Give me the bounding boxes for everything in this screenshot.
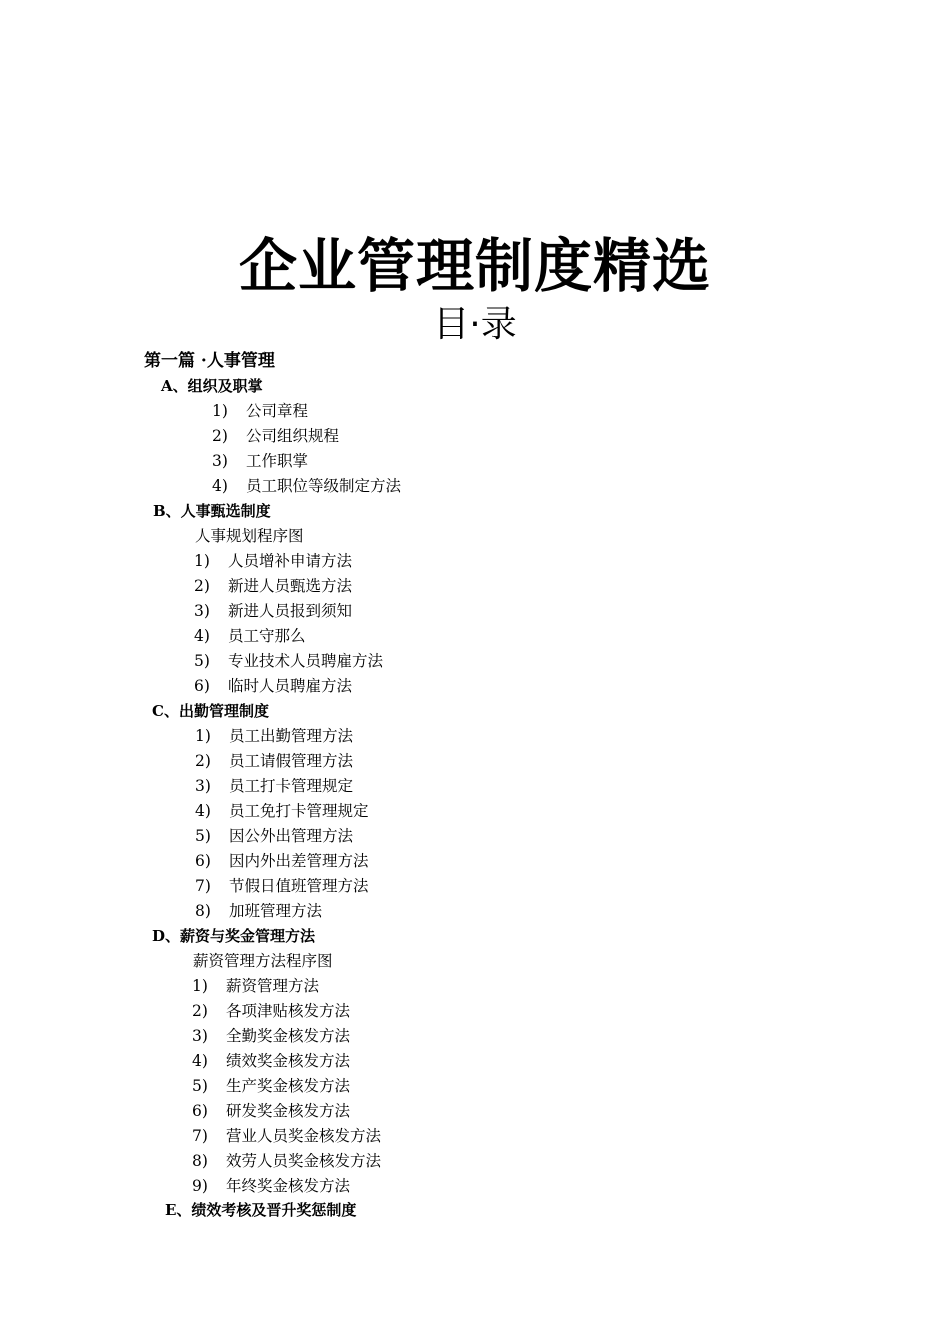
document-title: 企业管理制度精选	[238, 232, 711, 300]
toc-item: 4) 员工免打卡管理规定	[195, 802, 369, 820]
section-heading-b: B、人事甄选制度	[153, 502, 271, 520]
toc-item: 3) 工作职掌	[212, 452, 309, 470]
toc-item: 1) 公司章程	[212, 402, 309, 420]
toc-item: 3) 全勤奖金核发方法	[192, 1027, 351, 1045]
toc-item: 2) 员工请假管理方法	[195, 752, 354, 770]
toc-item: 5) 因公外出管理方法	[195, 827, 354, 845]
toc-item: 4) 员工职位等级制定方法	[212, 477, 402, 495]
toc-item: 6) 因内外出差管理方法	[195, 852, 369, 870]
toc-item: 5) 专业技术人员聘雇方法	[194, 652, 384, 670]
part-heading: 第一篇 ·人事管理	[144, 351, 275, 371]
toc-item: 7) 节假日值班管理方法	[195, 877, 369, 895]
section-heading-a: A、组织及职掌	[161, 377, 263, 395]
toc-item: 8) 效劳人员奖金核发方法	[192, 1152, 382, 1170]
toc-item: 8) 加班管理方法	[195, 902, 323, 920]
toc-item: 9) 年终奖金核发方法	[192, 1177, 351, 1195]
toc-heading: 目·录	[433, 304, 517, 345]
toc-item: 4) 绩效奖金核发方法	[192, 1052, 351, 1070]
toc-item: 3) 员工打卡管理规定	[195, 777, 354, 795]
toc-item: 2) 各项津贴核发方法	[192, 1002, 351, 1020]
section-note: 薪资管理方法程序图	[193, 952, 333, 970]
toc-item: 4) 员工守那么	[194, 627, 306, 645]
toc-item: 1) 员工出勤管理方法	[195, 727, 354, 745]
toc-item: 7) 营业人员奖金核发方法	[192, 1127, 382, 1145]
toc-item: 2) 公司组织规程	[212, 427, 340, 445]
toc-item: 3) 新进人员报到须知	[194, 602, 353, 620]
section-note: 人事规划程序图	[195, 527, 304, 545]
toc-item: 1) 人员增补申请方法	[194, 552, 353, 570]
toc-item: 6) 研发奖金核发方法	[192, 1102, 351, 1120]
section-heading-c: C、出勤管理制度	[152, 702, 269, 720]
toc-item: 2) 新进人员甄选方法	[194, 577, 353, 595]
toc-item: 6) 临时人员聘雇方法	[194, 677, 353, 695]
toc-item: 5) 生产奖金核发方法	[192, 1077, 351, 1095]
toc-item: 1) 薪资管理方法	[192, 977, 320, 995]
section-heading-e: E、绩效考核及晋升奖惩制度	[165, 1201, 357, 1219]
section-heading-d: D、薪资与奖金管理方法	[152, 927, 316, 945]
